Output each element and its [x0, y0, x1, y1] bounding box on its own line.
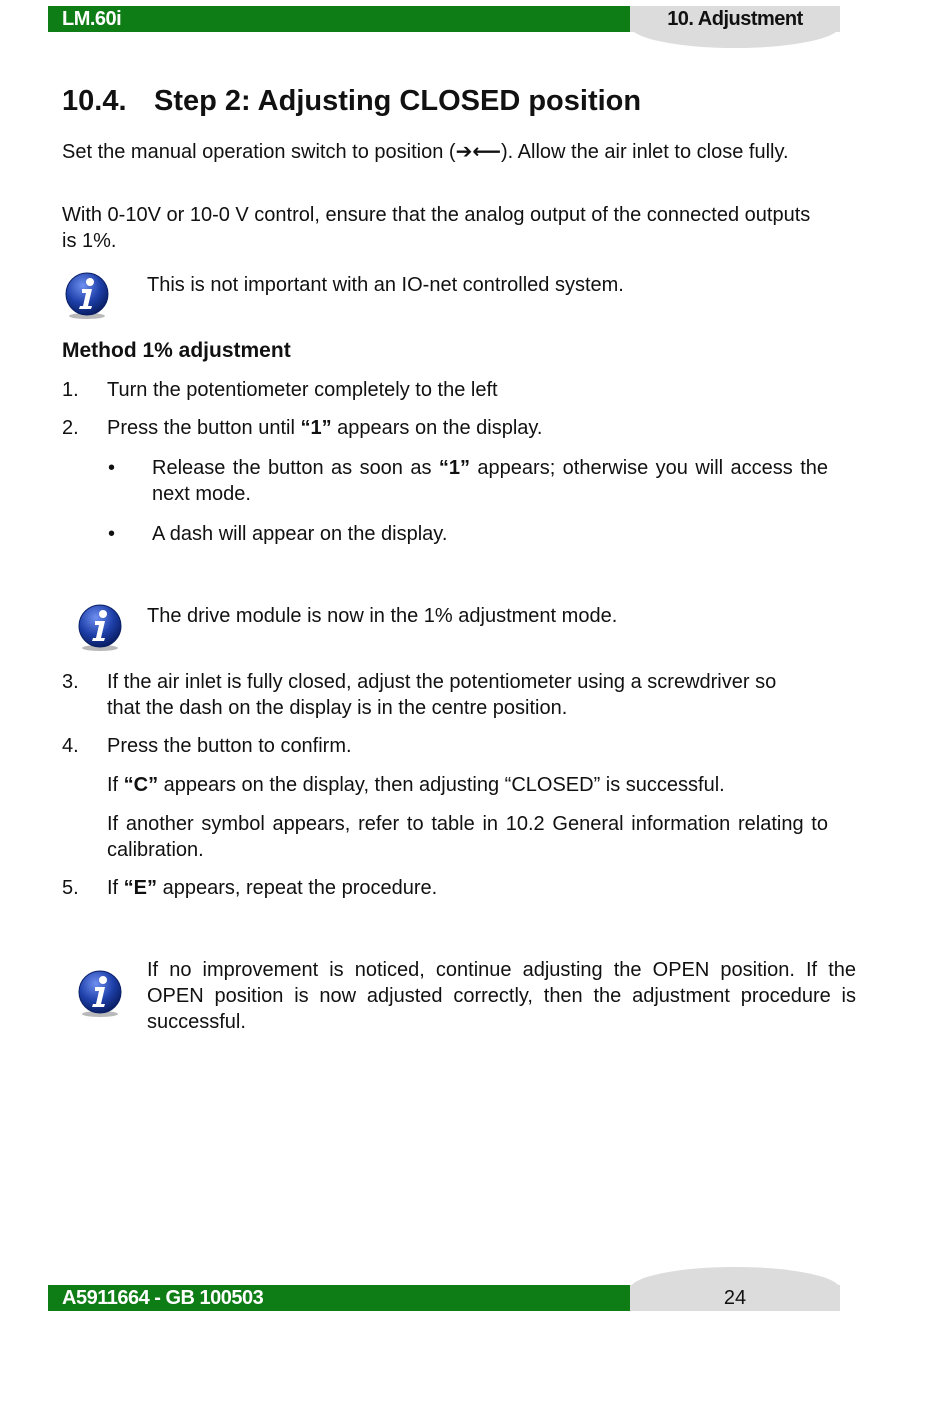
step-4-success-text: [107, 772, 828, 798]
step-1-number: 1.: [62, 379, 79, 401]
step-5-after: appears, repeat the procedure.: [157, 877, 438, 899]
bullet-dash-appears: A dash will appear on the display.: [152, 523, 448, 545]
info-icon: [77, 968, 123, 1018]
step-4-number: 4.: [62, 735, 79, 757]
footer-doc-code: A5911664 - GB 100503: [62, 1287, 264, 1309]
step-2-after: appears on the display.: [331, 417, 543, 439]
step-4a-display-value: “C”: [123, 774, 159, 796]
header-product-name: LM.60i: [62, 8, 122, 30]
bullet-dot: •: [108, 457, 116, 479]
step-4a-before: If: [107, 774, 124, 796]
step-2-text: [107, 415, 828, 441]
header-chapter-title: 10. Adjustment: [667, 8, 803, 30]
step-3-text: If the air inlet is fully closed, adjust the potentiometer using a screwdriver so that the dash on the display is in the centre position.: [107, 671, 777, 719]
intro-paragraph-1: [62, 138, 828, 165]
step-5-before: If: [107, 877, 124, 899]
bullet-1-display-value: “1”: [438, 457, 471, 479]
bullet-dot: •: [108, 523, 116, 545]
step-2-display-value: “1”: [300, 417, 332, 439]
step-2-number: 2.: [62, 417, 79, 439]
note-io-net: This is not important with an IO-net controlled system.: [147, 274, 624, 296]
note-no-improvement: If no improvement is noticed, continue adjusting the OPEN position. If the OPEN position is now adjusted correctly, then the adjustment procedure is successful.: [147, 959, 856, 1033]
bullet-1-before: Release the button as soon as: [152, 457, 439, 479]
info-icon: [64, 270, 110, 320]
step-4-text: Press the button to confirm.: [107, 735, 352, 757]
step-5-text: [107, 875, 828, 901]
bullet-release-button: [152, 455, 828, 507]
section-title: [62, 83, 641, 119]
step-3-number: 3.: [62, 671, 79, 693]
step-4-other-symbol-text: If another symbol appears, refer to table in 10.2 General information relating to calibration.: [107, 813, 828, 861]
section-title-text: Step 2: Adjusting CLOSED position: [154, 85, 642, 117]
close-arrows-symbol: ➔⟵: [455, 139, 501, 163]
bullet-1-after: appears; otherwise you will access the next mode.: [152, 457, 828, 505]
note-adjustment-mode: The drive module is now in the 1% adjustment mode.: [147, 605, 618, 627]
step-5-number: 5.: [62, 877, 79, 899]
page-number: 24: [723, 1287, 747, 1309]
section-number: 10.4.: [62, 85, 127, 117]
intro-p1-before: Set the manual operation switch to position (: [62, 141, 456, 163]
intro-p1-after: ). Allow the air inlet to close fully.: [501, 141, 789, 163]
page-header: [48, 6, 840, 32]
info-icon: [77, 602, 123, 652]
step-5-display-value: “E”: [123, 877, 158, 899]
step-2-before: Press the button until: [107, 417, 301, 439]
step-1-text: Turn the potentiometer completely to the left: [107, 379, 498, 401]
header-green-band: [48, 6, 630, 32]
step-4a-after: appears on the display, then adjusting “CLOSED” is successful.: [158, 774, 725, 796]
intro-paragraph-2: With 0-10V or 10-0 V control, ensure that the analog output of the connected outputs is 1%.: [62, 204, 811, 252]
page-footer: [48, 1285, 840, 1311]
method-heading: Method 1% adjustment: [62, 339, 291, 362]
